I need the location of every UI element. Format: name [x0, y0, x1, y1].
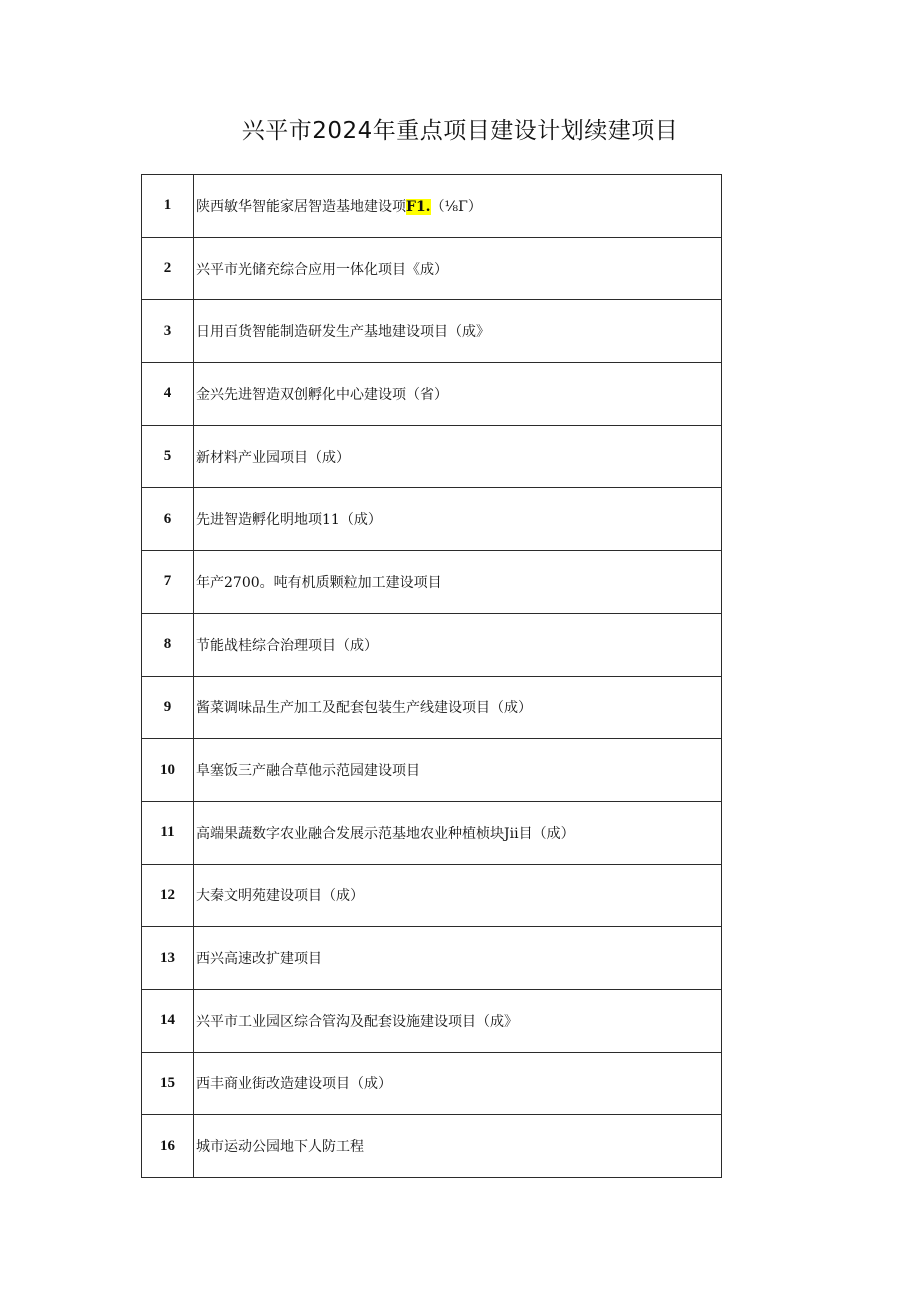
row-number: 2: [142, 237, 194, 300]
row-number: 3: [142, 300, 194, 363]
row-number: 11: [142, 801, 194, 864]
row-number: 15: [142, 1052, 194, 1115]
project-name: 兴平市光储充综合应用一体化项目《成）: [194, 237, 722, 300]
project-name: 城市运动公园地下人防工程: [194, 1115, 722, 1178]
table-row: [142, 363, 722, 426]
project-name-text: 陕西敏华智能家居智造基地建设项: [196, 198, 406, 215]
project-name: 西丰商业街改造建设项目（成）: [194, 1052, 722, 1115]
project-name: 大秦文明苑建设项目（成）: [194, 864, 722, 927]
project-name: 西兴高速改扩建项目: [194, 927, 722, 990]
row-number: 16: [142, 1115, 194, 1178]
table-row: [142, 175, 722, 238]
table-row: [142, 739, 722, 802]
row-number: 10: [142, 739, 194, 802]
row-number: 8: [142, 613, 194, 676]
table-row: [142, 551, 722, 614]
project-table: [141, 174, 722, 1178]
row-number: 4: [142, 363, 194, 426]
table-row: [142, 237, 722, 300]
project-name: 高端果蔬数字农业融合发展示范基地农业种植桢块Jii目（成）: [194, 801, 722, 864]
table-row: [142, 676, 722, 739]
row-number: 7: [142, 551, 194, 614]
project-name: 年产2700。吨有机质颗粒加工建设项目: [194, 551, 722, 614]
project-name: 阜塞饭三产融合草他示范园建设项目: [194, 739, 722, 802]
project-name: 日用百货智能制造研发生产基地建设项目（成》: [194, 300, 722, 363]
table-row: [142, 300, 722, 363]
page-title: 兴平市2024年重点项目建设计划续建项目: [241, 118, 679, 144]
table-row: [142, 613, 722, 676]
project-name: 金兴先进智造双创孵化中心建设项（省）: [194, 363, 722, 426]
table-row: [142, 989, 722, 1052]
project-name-suffix: （⅛Γ）: [430, 198, 482, 215]
row-number: 12: [142, 864, 194, 927]
row-number: 14: [142, 989, 194, 1052]
row-number: 9: [142, 676, 194, 739]
project-name: 节能战桂综合治理项目（成）: [194, 613, 722, 676]
project-name: 先进智造孵化明地项11（成）: [194, 488, 722, 551]
table-row: [142, 425, 722, 488]
project-name: 酱菜调味品生产加工及配套包装生产线建设项目（成）: [194, 676, 722, 739]
highlighted-text: F1.: [406, 198, 431, 215]
row-number: 1: [142, 175, 194, 238]
project-name: [194, 175, 722, 238]
table-row: [142, 864, 722, 927]
table-row: [142, 1115, 722, 1178]
project-name: 新材料产业园项目（成）: [194, 425, 722, 488]
row-number: 6: [142, 488, 194, 551]
row-number: 13: [142, 927, 194, 990]
table-row: [142, 488, 722, 551]
table-row: [142, 927, 722, 990]
table-row: [142, 801, 722, 864]
project-name: 兴平市工业园区综合管沟及配套设施建设项目（成》: [194, 989, 722, 1052]
row-number: 5: [142, 425, 194, 488]
table-row: [142, 1052, 722, 1115]
